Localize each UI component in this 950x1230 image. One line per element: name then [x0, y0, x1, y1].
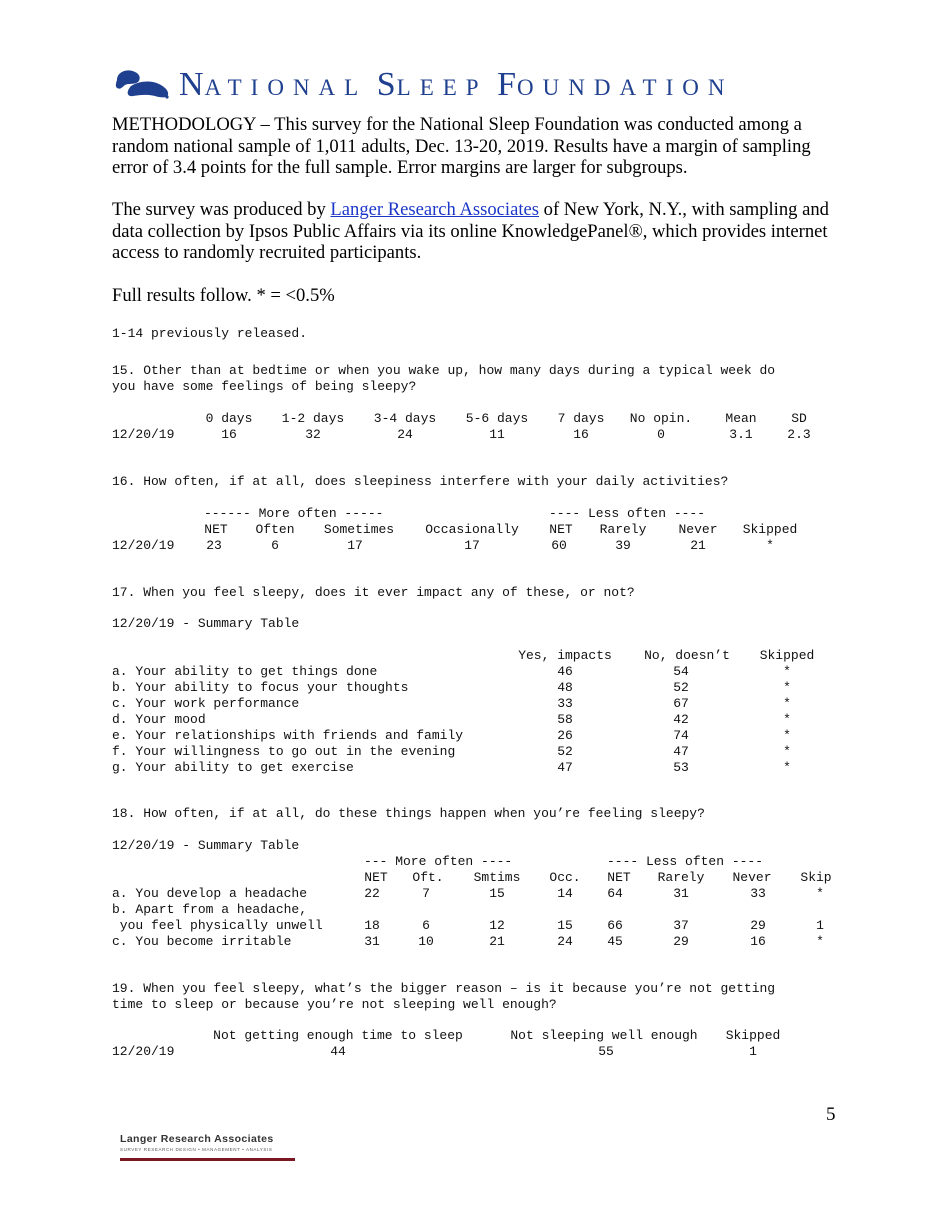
q17-value: 74	[673, 728, 689, 743]
q18-row-label: b. Apart from a headache,	[112, 902, 308, 917]
q17-value: *	[783, 760, 791, 775]
q16-header: Often	[255, 522, 295, 537]
q16-value: 60	[551, 538, 567, 553]
q16-value: 23	[206, 538, 222, 553]
q16-header: Rarely	[599, 522, 647, 537]
q15-date: 12/20/19	[112, 427, 175, 442]
q18-row-label: you feel physically unwell	[112, 918, 323, 933]
q18-header: Occ.	[549, 870, 581, 885]
q18-value: 24	[557, 934, 573, 949]
q16-value: 39	[615, 538, 631, 553]
q17-row-label: b. Your ability to focus your thoughts	[112, 680, 409, 695]
q18-value: 22	[364, 886, 380, 901]
q18-value: 31	[673, 886, 689, 901]
q18-value: 33	[750, 886, 766, 901]
q16-group-more: ------ More often -----	[204, 506, 384, 521]
q17-value: 54	[673, 664, 689, 679]
q17-value: 52	[673, 680, 689, 695]
q17-question: 17. When you feel sleepy, does it ever impact any of these, or not?	[112, 585, 635, 600]
q18-value: 10	[418, 934, 434, 949]
q18-row-label: c. You become irritable	[112, 934, 292, 949]
producer-paragraph	[112, 199, 842, 264]
langer-research-logo	[120, 1133, 296, 1163]
q16-header: NET	[204, 522, 228, 537]
q17-summary-label: 12/20/19 - Summary Table	[112, 616, 300, 631]
page-number: 5	[826, 1104, 836, 1125]
q17-value: *	[783, 696, 791, 711]
q17-row-label: c. Your work performance	[112, 696, 300, 711]
q18-value: *	[816, 934, 824, 949]
q18-value: 14	[557, 886, 573, 901]
q18-header: Skip	[800, 870, 832, 885]
q19-header: Not sleeping well enough	[510, 1028, 698, 1043]
sleeping-figure-icon	[113, 66, 171, 100]
q17-value: 52	[557, 744, 573, 759]
q17-value: *	[783, 680, 791, 695]
q18-summary-label: 12/20/19 - Summary Table	[112, 838, 300, 853]
q15-value: 32	[305, 427, 321, 442]
q18-value: 15	[557, 918, 573, 933]
q18-group-more: --- More often ----	[364, 854, 513, 869]
q17-value: *	[783, 664, 791, 679]
q19-header: Skipped	[725, 1028, 781, 1043]
q15-header: 3-4 days	[373, 411, 437, 426]
q18-header: Oft.	[412, 870, 444, 885]
q17-row-label: d. Your mood	[112, 712, 206, 727]
q15-header: Mean	[725, 411, 757, 426]
q18-value: *	[816, 886, 824, 901]
q17-value: 33	[557, 696, 573, 711]
q16-value: *	[766, 538, 774, 553]
q16-value: 17	[347, 538, 363, 553]
previously-released-note: 1-14 previously released.	[112, 326, 308, 341]
q17-value: 67	[673, 696, 689, 711]
q17-row-label: e. Your relationships with friends and family	[112, 728, 464, 743]
q18-header: NET	[607, 870, 631, 885]
q18-header: Smtims	[473, 870, 521, 885]
q17-value: 47	[673, 744, 689, 759]
q18-row-label: a. You develop a headache	[112, 886, 308, 901]
q18-group-less: ---- Less often ----	[607, 854, 764, 869]
q17-value: *	[783, 744, 791, 759]
langer-research-link[interactable]: Langer Research Associates	[330, 199, 540, 220]
q18-value: 31	[364, 934, 380, 949]
q18-value: 29	[750, 918, 766, 933]
q17-value: 42	[673, 712, 689, 727]
q17-value: 48	[557, 680, 573, 695]
q15-value: 11	[489, 427, 505, 442]
q18-value: 6	[422, 918, 430, 933]
q17-header: Skipped	[759, 648, 815, 663]
q18-value: 64	[607, 886, 623, 901]
q18-value: 21	[489, 934, 505, 949]
q15-value: 2.3	[787, 427, 811, 442]
q19-header: Not getting enough time to sleep	[213, 1028, 463, 1043]
q17-value: 58	[557, 712, 573, 727]
q16-value: 21	[690, 538, 706, 553]
q17-row-label: f. Your willingness to go out in the evening	[112, 744, 456, 759]
q15-header: 0 days	[205, 411, 253, 426]
q18-value: 29	[673, 934, 689, 949]
q15-header: 7 days	[557, 411, 605, 426]
q17-header: No, doesn’t	[644, 648, 730, 663]
q19-question: 19. When you feel sleepy, what’s the bigger reason – is it because you’re not getting time to sleep or because you’re not sleeping well enough?	[112, 981, 776, 1012]
q17-row-label: g. Your ability to get exercise	[112, 760, 354, 775]
q16-date: 12/20/19	[112, 538, 175, 553]
q18-question: 18. How often, if at all, do these things happen when you’re feeling sleepy?	[112, 806, 705, 821]
q15-header: SD	[791, 411, 807, 426]
q18-value: 7	[422, 886, 430, 901]
q16-value: 6	[271, 538, 279, 553]
q15-value: 16	[221, 427, 237, 442]
q15-value: 24	[397, 427, 413, 442]
q18-value: 1	[816, 918, 824, 933]
full-results-note: Full results follow. * = <0.5%	[112, 285, 335, 306]
q17-value: 53	[673, 760, 689, 775]
q18-header: Never	[732, 870, 772, 885]
q16-group-less: ---- Less often ----	[549, 506, 706, 521]
producer-prefix: The survey was produced by	[112, 199, 331, 220]
footer-logo-rule	[120, 1158, 295, 1161]
q17-value: 26	[557, 728, 573, 743]
q19-date: 12/20/19	[112, 1044, 175, 1059]
q19-value: 55	[598, 1044, 614, 1059]
q18-header: Rarely	[657, 870, 705, 885]
q15-value: 0	[657, 427, 665, 442]
footer-logo-subtitle: SURVEY RESEARCH DESIGN • MANAGEMENT • ANALYSIS	[120, 1147, 273, 1152]
logo-title: NATIONAL SLEEP FOUNDATION	[179, 66, 734, 103]
nsf-logo	[113, 66, 753, 102]
q15-value: 16	[573, 427, 589, 442]
q15-question: 15. Other than at bedtime or when you wake up, how many days during a typical week do you have some feelings of being sleepy?	[112, 363, 776, 394]
q18-value: 66	[607, 918, 623, 933]
q18-value: 37	[673, 918, 689, 933]
q18-value: 16	[750, 934, 766, 949]
q18-value: 12	[489, 918, 505, 933]
q18-header: NET	[364, 870, 388, 885]
q16-header: Skipped	[742, 522, 798, 537]
q16-header: Occasionally	[425, 522, 519, 537]
q17-row-label: a. Your ability to get things done	[112, 664, 378, 679]
q16-header: Sometimes	[323, 522, 395, 537]
footer-logo-title: Langer Research Associates	[120, 1133, 274, 1145]
q19-value: 1	[749, 1044, 757, 1059]
q17-value: *	[783, 712, 791, 727]
q18-value: 18	[364, 918, 380, 933]
q15-header: 1-2 days	[281, 411, 345, 426]
methodology-paragraph: METHODOLOGY – This survey for the National Sleep Foundation was conducted among a random national sample of 1,011 adults, Dec. 13-20, 2019. Results have a margin of sampling error of 3.4 points for the full sample. Error margins are larger for subgroups.	[112, 114, 811, 178]
q19-value: 44	[330, 1044, 346, 1059]
q18-value: 15	[489, 886, 505, 901]
q16-question: 16. How often, if at all, does sleepiness interfere with your daily activities?	[112, 474, 729, 489]
q17-header: Yes, impacts	[518, 648, 612, 663]
q17-value: 46	[557, 664, 573, 679]
q15-value: 3.1	[729, 427, 753, 442]
producer-suffix: of New York, N.Y., with sampling and data collection by Ipsos Public Affairs via its online KnowledgePanel®, which provides internet access to randomly recruited participants.	[112, 199, 829, 263]
q17-value: 47	[557, 760, 573, 775]
q15-header: No opin.	[629, 411, 693, 426]
q15-header: 5-6 days	[465, 411, 529, 426]
q16-value: 17	[464, 538, 480, 553]
q16-header: Never	[678, 522, 718, 537]
q18-value: 45	[607, 934, 623, 949]
q17-value: *	[783, 728, 791, 743]
q16-header: NET	[549, 522, 573, 537]
